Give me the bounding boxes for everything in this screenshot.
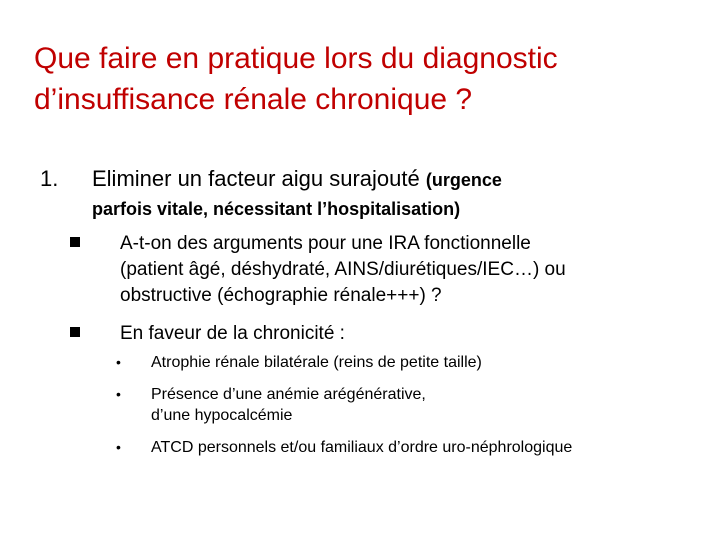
slide-title: [34, 38, 694, 120]
item1-line-1: [92, 164, 702, 195]
item1-bold-text-a: (urgence: [425, 170, 502, 190]
dot-bullet-icon: •: [116, 439, 121, 455]
dot-bullet-icon: •: [116, 386, 121, 402]
subitem3-line-1: ATCD personnels et/ou familiaux d’ordre uro-néphrologique: [151, 439, 573, 456]
numbered-marker-1: 1.: [40, 166, 59, 191]
square-bullet-icon: [70, 237, 80, 247]
title-line-2: d’insuffisance rénale chronique ?: [34, 83, 473, 116]
bullet2-line-1: En faveur de la chronicité :: [120, 323, 345, 344]
dot-bullet-icon: •: [116, 354, 121, 370]
square-bullet-icon: [70, 327, 80, 337]
subitem-atrophie: [151, 352, 711, 373]
bullet-item-chronicite: [120, 321, 710, 347]
bullet-item-arguments: [120, 231, 710, 309]
subitem-atcd: [151, 437, 711, 458]
subitem-anemie: [151, 384, 711, 426]
subitem1-line-1: Atrophie rénale bilatérale (reins de petite taille): [151, 354, 482, 371]
bullet1-line-3: obstructive (échographie rénale+++) ?: [120, 285, 442, 306]
item1-bold-text-b: parfois vitale, nécessitant l’hospitalisation): [92, 199, 461, 219]
title-line-1: Que faire en pratique lors du diagnostic: [34, 42, 558, 75]
bullet1-line-1: A-t-on des arguments pour une IRA fonctionnelle: [120, 233, 531, 254]
numbered-item-1: [92, 164, 702, 223]
item1-main-text: Eliminer un facteur aigu surajouté: [92, 166, 420, 191]
subitem2-line-2: d’une hypocalcémie: [151, 407, 293, 424]
subitem2-line-1: Présence d’une anémie arégénérative,: [151, 386, 426, 403]
bullet1-line-2: (patient âgé, déshydraté, AINS/diurétiques/IEC…) ou: [120, 259, 566, 280]
